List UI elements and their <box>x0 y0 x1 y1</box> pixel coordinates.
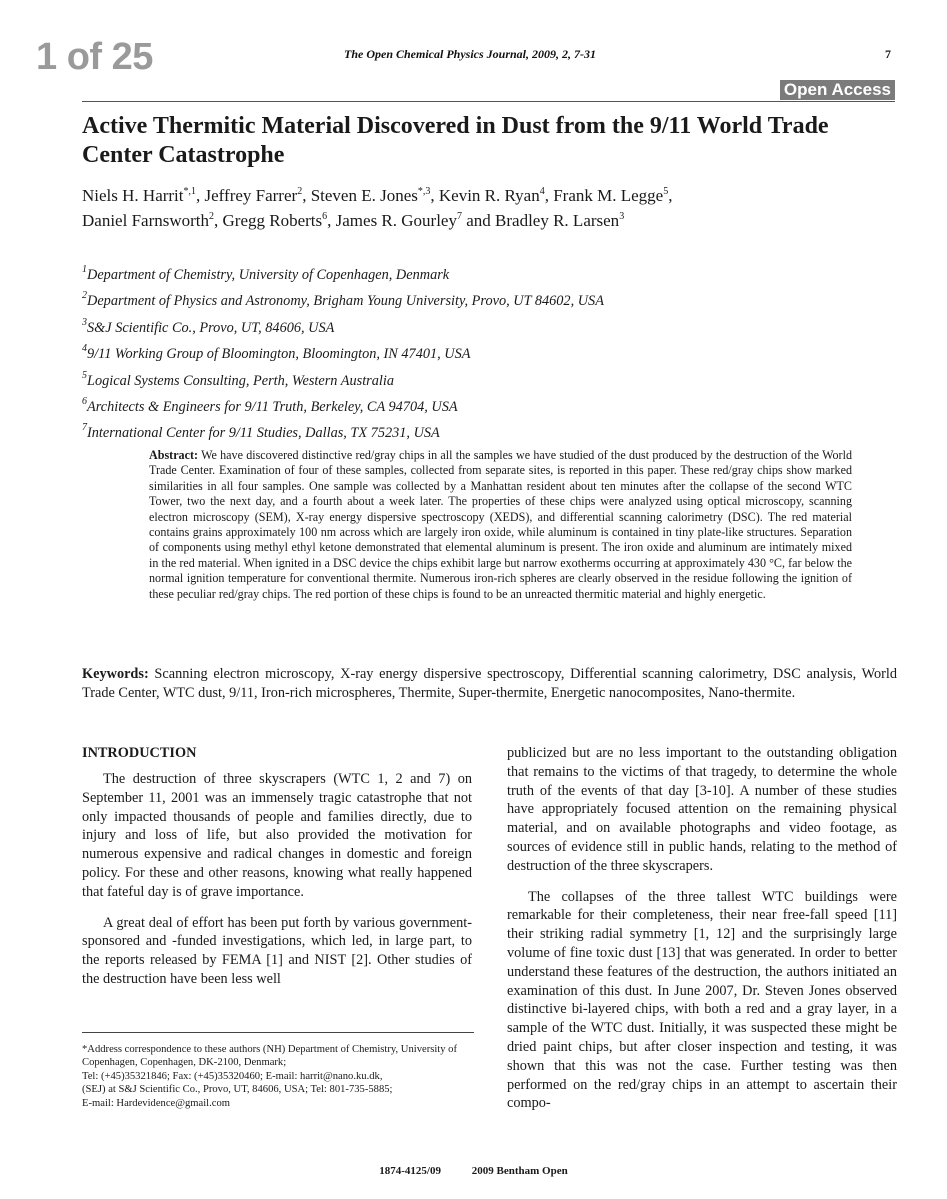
body-paragraph: A great deal of effort has been put forth by various government-sponsored and -funded investigations, which led, in large part, to the reports released by FEMA [1] and NIST [2]. Other studies of the destruction have been less well <box>82 914 472 987</box>
page-number: 7 <box>885 47 891 61</box>
abstract-label: Abstract: <box>149 448 199 462</box>
affiliation: $^2$Department of Physics and Astronomy, Brigham Young University, Provo, UT 84602, USA <box>82 290 604 310</box>
page-footer <box>0 1165 947 1177</box>
affiliation: $^5$Logical Systems Consulting, Perth, Western Australia <box>82 369 394 389</box>
page-indicator: 1 of 25 <box>36 36 153 78</box>
author: Jeffrey Farrer$^2$, <box>204 186 311 205</box>
right-column <box>507 744 897 1125</box>
body-paragraph: The collapses of the three tallest WTC buildings were remarkable for their completeness, their near free-fall speed [11] their striking radial symmetry [1, 12] and the surprisingly large volume of fine toxic dust [13] that was generated. In order to better understand these features of the destruction, the authors initiated an examination of this dust. In June 2007, Dr. Steven Jones observed distinctive bi-layered chips, with both a red and a gray layer, in a sample of the WTC dust. Initially, it was suspected these might be dried paint chips, but after closer inspection and testing, it was shown that this was not the case. Further testing was then performed on the red/gray chips in an attempt to ascertain their compo- <box>507 888 897 1112</box>
author-list <box>82 183 902 233</box>
header-divider <box>82 101 895 102</box>
keywords-text: Scanning electron microscopy, X-ray energy dispersive spectroscopy, Differential scanning calorimetry, DSC analysis, World Trade Center, WTC dust, 9/11, Iron-rich microspheres, Thermite, Super-thermite, Energetic nanocomposites, Nano-thermite. <box>82 666 897 701</box>
affiliation-list <box>82 262 902 447</box>
affiliation: $^7$International Center for 9/11 Studies, Dallas, TX 75231, USA <box>82 422 440 442</box>
author: Niels H. Harrit$^{*,1}$, <box>82 186 205 205</box>
article-title: Active Thermitic Material Discovered in Dust from the 9/11 World Trade Center Catastrophe <box>82 113 829 168</box>
body-paragraph: publicized but are no less important to the outstanding obligation that remains to the victims of that tragedy, to determine the whole truth of the events of that day [3-10]. A number of these studies have appropriately focused attention on the remaining physical material, and on available photographs and video footage, as sources of evidence still in public hands, relating to the method of destruction of the three skyscrapers. <box>507 745 897 874</box>
footnote-divider <box>82 1032 474 1033</box>
author: Daniel Farnsworth$^2$, <box>82 211 223 230</box>
keywords <box>82 665 897 702</box>
author: James R. Gourley$^7$ and <box>335 211 496 230</box>
affiliation: $^1$Department of Chemistry, University of Copenhagen, Denmark <box>82 264 450 283</box>
author: Steven E. Jones$^{*,3}$, <box>310 186 439 205</box>
section-heading-introduction: INTRODUCTION <box>82 745 197 761</box>
copyright: 2009 Bentham Open <box>471 1165 568 1177</box>
abstract-text: We have discovered distinctive red/gray chips in all the samples we have studied of the dust produced by the destruction of the World Trade Center. Examination of four of these samples, collected from separate sites, is reported in this paper. These red/gray chips show marked similarities in all four samples. One sample was collected by a Manhattan resident about ten minutes after the collapse of the second WTC Tower, two the next day, and a fourth about a week later. The properties of these chips were analyzed using optical microscopy, scanning electron microscopy (SEM), X-ray energy dispersive spectroscopy (XEDS), and differential scanning calorimetry (DSC). The red material contains grains approximately 100 nm across which are largely iron oxide, while aluminum is contained in tiny plate-like structures. Separation of components using methyl ethyl ketone demonstrated that elemental aluminum is present. The iron oxide and aluminum are intimately mixed in the red material. When ignited in a DSC device the chips exhibit large but narrow exotherms occurring at approximately 430 °C, far below the normal ignition temperature for conventional thermite. Numerous iron-rich spheres are clearly observed in the residue following the ignition of these peculiar red/gray chips. The red portion of these chips is found to be an unreacted thermitic material and highly energetic. <box>149 448 852 601</box>
open-access-badge: Open Access <box>780 80 895 100</box>
author: Bradley R. Larsen$^3$ <box>495 211 625 230</box>
author: Kevin R. Ryan$^4$, <box>438 186 554 205</box>
affiliation: $^6$Architects & Engineers for 9/11 Truth, Berkeley, CA 94704, USA <box>82 395 458 415</box>
journal-citation: The Open Chemical Physics Journal, 2009, 2, 7-31 <box>344 47 597 61</box>
abstract <box>149 448 852 602</box>
correspondence-footnote: *Address correspondence to these authors (NH) Department of Chemistry, University of Copenhagen, Copenhagen, DK-2100, Denmark; Tel: (+45)35321846; Fax: (+45)35320460; E-mail: harrit@nano.ku.dk, (SEJ) at S&J Scientific Co., Provo, UT, 84606, USA; Tel: 801-735-5885; E-mail: Hardevidence@gmail.com <box>82 1044 457 1109</box>
body-paragraph: The destruction of three skyscrapers (WTC 1, 2 and 7) on September 11, 2001 was an immensely tragic catastrophe that not only impacted thousands of people and families directly, due to injury and loss of life, but also provided the motivation for numerous expensive and radical changes in domestic and foreign policy. For these and other reasons, knowing what really happened that fateful day is of grave importance. <box>82 771 472 900</box>
affiliation: $^3$S&J Scientific Co., Provo, UT, 84606, USA <box>82 316 335 336</box>
author: Gregg Roberts$^6$, <box>222 211 336 230</box>
affiliation: $^4$9/11 Working Group of Bloomington, Bloomington, IN 47401, USA <box>82 343 471 363</box>
keywords-label: Keywords: <box>82 666 149 682</box>
left-column <box>82 744 472 1001</box>
issn: 1874-4125/09 <box>379 1165 441 1177</box>
author: Frank M. Legge$^5$, <box>553 186 673 205</box>
